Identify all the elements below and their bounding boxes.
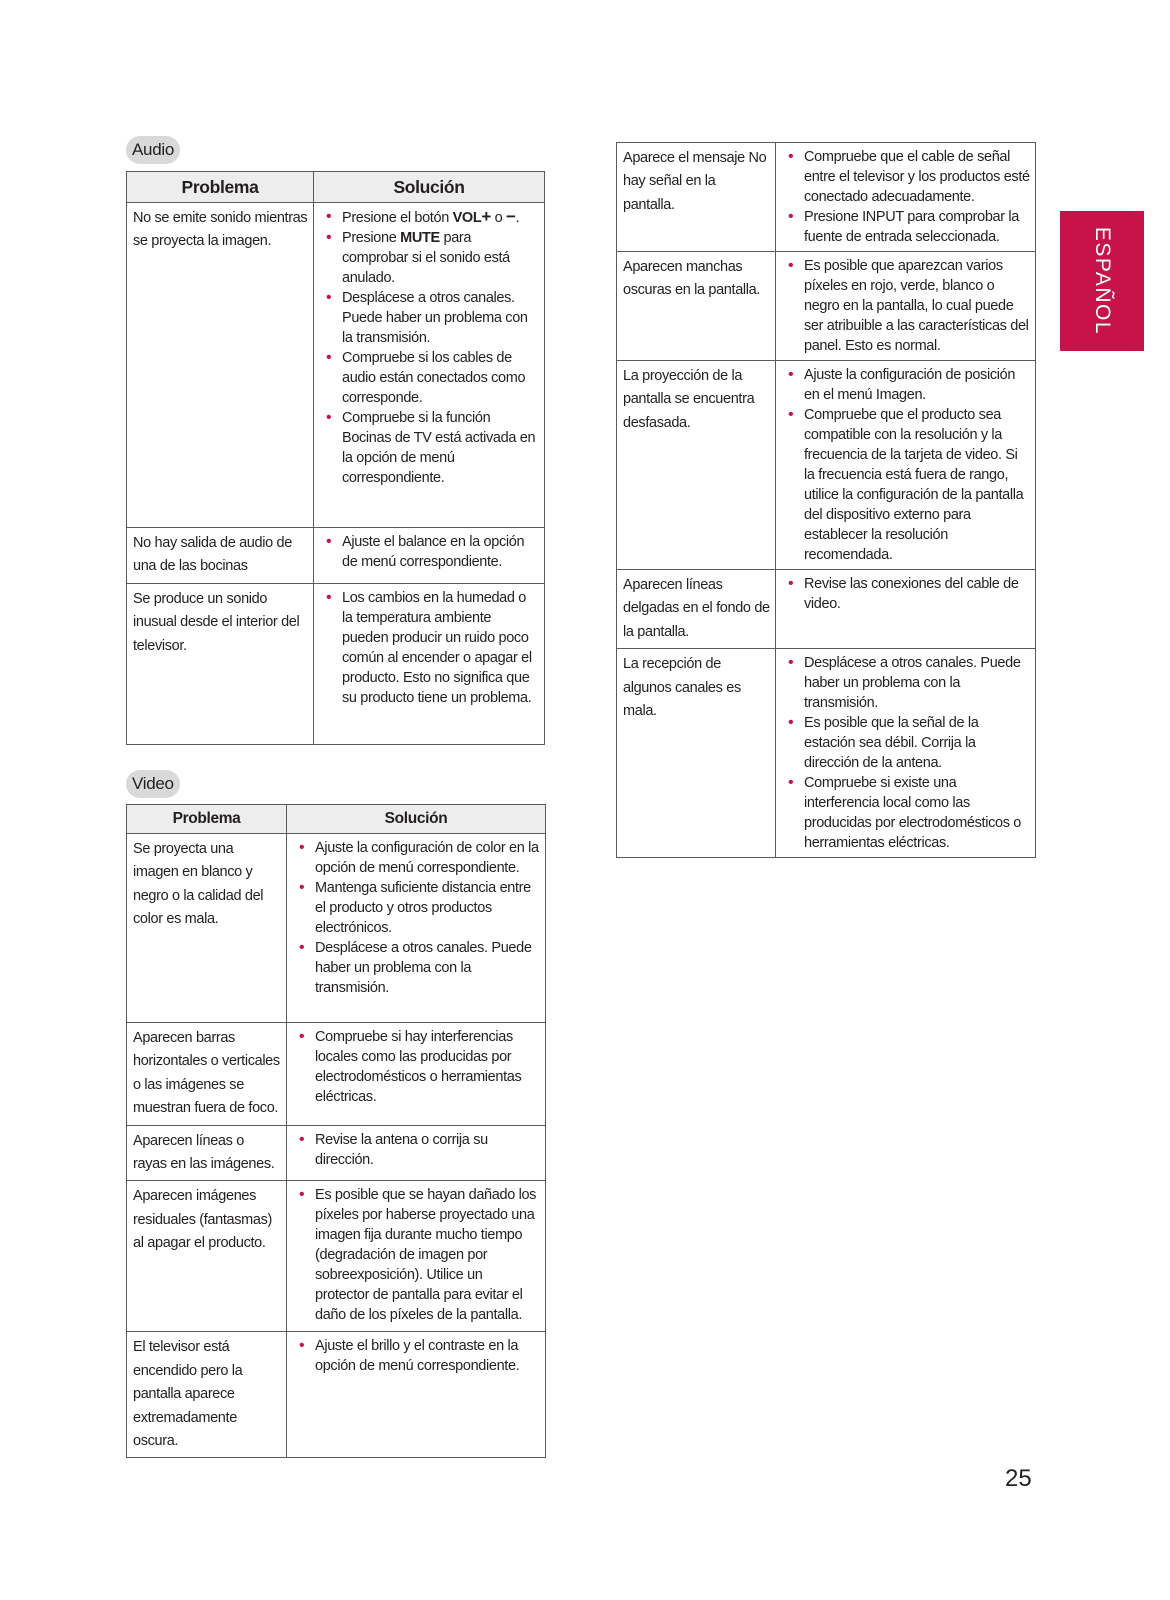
solution-item: • Es posible que la señal de la estación sea débil. Corrija la dirección de la antena. <box>782 713 1030 773</box>
solution-item: • Revise las conexiones del cable de video. <box>782 574 1030 614</box>
video-troubleshooting-table <box>126 804 546 1458</box>
video-continued-table <box>616 142 1036 858</box>
table-row <box>127 1181 546 1332</box>
table-row <box>127 583 545 744</box>
problem-cell: Aparecen manchas oscuras en la pantalla. <box>617 252 776 361</box>
solution-item: • Compruebe si la función Bocinas de TV está activada en la opción de menú correspondiente. <box>320 408 539 488</box>
table-row <box>617 570 1036 649</box>
problem-cell: La recepción de algunos canales es mala. <box>617 649 776 858</box>
table-row <box>127 1332 546 1458</box>
solution-item: • Compruebe que el producto sea compatible con la resolución y la frecuencia de la tarjeta de video. Si la frecuencia está fuera de rango, utilice la configuración de la pantalla del dispositivo externo para establecer la resolución recomendada. <box>782 405 1030 565</box>
solution-item: • Revise la antena o corrija su dirección. <box>293 1130 540 1170</box>
solution-item: • Ajuste la configuración de posición en el menú Imagen. <box>782 365 1030 405</box>
problem-cell: No se emite sonido mientras se proyecta la imagen. <box>127 203 314 528</box>
table-header-row <box>127 805 546 834</box>
solution-list <box>293 838 540 998</box>
solution-cell <box>776 143 1036 252</box>
minus-icon: − <box>506 207 516 226</box>
solution-cell <box>776 361 1036 570</box>
table-row <box>617 252 1036 361</box>
solution-item: • Desplácese a otros canales. Puede haber un problema con la transmisión. <box>782 653 1030 713</box>
solution-item: • Compruebe si los cables de audio están conectados como corresponde. <box>320 348 539 408</box>
table-row <box>617 361 1036 570</box>
solution-column-header: Solución <box>314 172 545 203</box>
solution-column-header: Solución <box>287 805 546 834</box>
mute-key: MUTE <box>400 230 440 246</box>
language-tab <box>1060 211 1144 351</box>
problem-cell: Aparecen líneas delgadas en el fondo de la pantalla. <box>617 570 776 649</box>
solution-cell <box>314 583 545 744</box>
audio-section-label: Audio <box>126 136 180 164</box>
solution-list <box>782 653 1030 853</box>
vol-key: VOL <box>452 210 482 226</box>
table-row <box>617 649 1036 858</box>
solution-cell <box>287 1181 546 1332</box>
solution-list <box>320 207 539 488</box>
table-row <box>127 1125 546 1181</box>
solution-list <box>320 532 539 572</box>
solution-list <box>293 1185 540 1325</box>
solution-item: • Presione el botón VOL+ o −. <box>320 207 539 228</box>
solution-item: • Ajuste el brillo y el contraste en la opción de menú correspondiente. <box>293 1336 540 1376</box>
table-row <box>127 834 546 1023</box>
solution-item: • Compruebe si existe una interferencia local como las producidas por electrodomésticos o herramientas eléctricas. <box>782 773 1030 853</box>
problem-cell: Se proyecta una imagen en blanco y negro o la calidad del color es mala. <box>127 834 287 1023</box>
solution-item: • Desplácese a otros canales. Puede haber un problema con la transmisión. <box>293 938 540 998</box>
table-row <box>127 528 545 584</box>
solution-item: • Desplácese a otros canales. Puede haber un problema con la transmisión. <box>320 288 539 348</box>
solution-item: • Compruebe si hay interferencias locales como las producidas por electrodomésticos o herramientas eléctricas. <box>293 1027 540 1107</box>
solution-cell <box>287 1023 546 1126</box>
video-section-label: Video <box>126 770 180 798</box>
solution-list <box>293 1130 540 1170</box>
solution-cell <box>287 834 546 1023</box>
solution-list <box>782 574 1030 614</box>
solution-list <box>293 1027 540 1107</box>
solution-list <box>782 256 1030 356</box>
solution-item: • Los cambios en la humedad o la temperatura ambiente pueden producir un ruido poco común al encender o apagar el producto. Esto no significa que su producto tiene un problema. <box>320 588 539 708</box>
solution-item: • Presione INPUT para comprobar la fuente de entrada seleccionada. <box>782 207 1030 247</box>
problem-column-header: Problema <box>127 172 314 203</box>
problem-cell: Se produce un sonido inusual desde el interior del televisor. <box>127 583 314 744</box>
solution-item: • Ajuste la configuración de color en la opción de menú correspondiente. <box>293 838 540 878</box>
solution-item: • Es posible que se hayan dañado los píxeles por haberse proyectado una imagen fija durante mucho tiempo (degradación de imagen por sobreexposición). Utilice un protector de pantalla para evitar el daño de los píxeles de la pantalla. <box>293 1185 540 1325</box>
problem-column-header: Problema <box>127 805 287 834</box>
language-tab-label: ESPAÑOL <box>1091 226 1114 336</box>
table-header-row <box>127 172 545 203</box>
page-number: 25 <box>1005 1465 1032 1492</box>
solution-list <box>782 365 1030 565</box>
solution-cell <box>776 649 1036 858</box>
solution-item: • Ajuste el balance en la opción de menú correspondiente. <box>320 532 539 572</box>
solution-list <box>293 1336 540 1376</box>
solution-cell <box>776 252 1036 361</box>
problem-cell: Aparecen imágenes residuales (fantasmas) al apagar el producto. <box>127 1181 287 1332</box>
solution-cell <box>287 1332 546 1458</box>
plus-icon: + <box>481 207 491 226</box>
solution-list <box>782 147 1030 247</box>
solution-item: • Es posible que aparezcan varios píxeles en rojo, verde, blanco o negro en la pantalla, lo cual puede ser atribuible a las características del panel. Esto es normal. <box>782 256 1030 356</box>
solution-item: • Compruebe que el cable de señal entre el televisor y los productos esté conectado adecuadamente. <box>782 147 1030 207</box>
problem-cell: Aparecen barras horizontales o verticales o las imágenes se muestran fuera de foco. <box>127 1023 287 1126</box>
table-row <box>617 143 1036 252</box>
table-row <box>127 1023 546 1126</box>
solution-item: • Mantenga suficiente distancia entre el producto y otros productos electrónicos. <box>293 878 540 938</box>
solution-list <box>320 588 539 708</box>
solution-cell <box>287 1125 546 1181</box>
problem-cell: La proyección de la pantalla se encuentra desfasada. <box>617 361 776 570</box>
audio-troubleshooting-table <box>126 171 545 745</box>
problem-cell: El televisor está encendido pero la pantalla aparece extremadamente oscura. <box>127 1332 287 1458</box>
solution-cell <box>776 570 1036 649</box>
table-row <box>127 203 545 528</box>
solution-cell <box>314 528 545 584</box>
problem-cell: Aparece el mensaje No hay señal en la pantalla. <box>617 143 776 252</box>
solution-item: • Presione MUTE para comprobar si el sonido está anulado. <box>320 228 539 288</box>
problem-cell: Aparecen líneas o rayas en las imágenes. <box>127 1125 287 1181</box>
solution-cell <box>314 203 545 528</box>
problem-cell: No hay salida de audio de una de las bocinas <box>127 528 314 584</box>
